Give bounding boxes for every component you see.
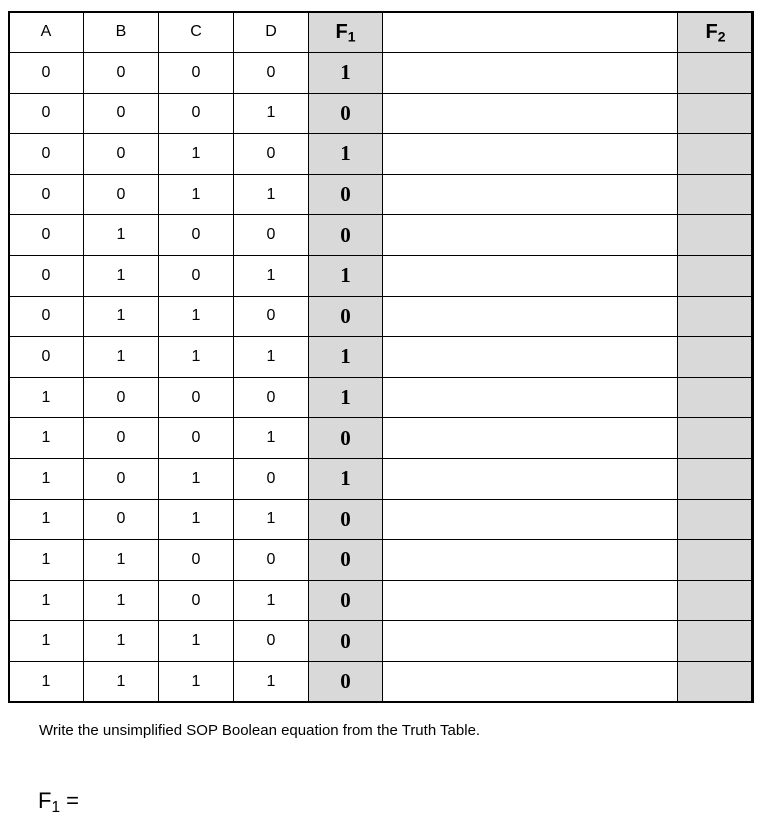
cell-d: 0 xyxy=(234,540,309,581)
table-row xyxy=(9,174,754,215)
cell-a: 0 xyxy=(9,134,84,175)
cell-work-area[interactable] xyxy=(383,174,678,215)
cell-f2[interactable] xyxy=(678,540,754,581)
cell-f2[interactable] xyxy=(678,418,754,459)
header-b: B xyxy=(84,12,159,53)
cell-f1: 1 xyxy=(309,53,383,94)
instruction-text: Write the unsimplified SOP Boolean equation from the Truth Table. xyxy=(39,722,481,739)
cell-d: 0 xyxy=(234,377,309,418)
cell-c: 1 xyxy=(159,296,234,337)
table-row xyxy=(9,499,754,540)
cell-c: 0 xyxy=(159,540,234,581)
cell-c: 0 xyxy=(159,93,234,134)
header-row xyxy=(9,12,754,53)
cell-a: 1 xyxy=(9,458,84,499)
table-row xyxy=(9,621,754,662)
cell-a: 0 xyxy=(9,93,84,134)
cell-f1: 0 xyxy=(309,580,383,621)
truth-table-body xyxy=(9,53,754,703)
cell-b: 0 xyxy=(84,499,159,540)
cell-a: 1 xyxy=(9,621,84,662)
cell-d: 0 xyxy=(234,53,309,94)
header-f2 xyxy=(678,12,754,53)
cell-f1: 1 xyxy=(309,458,383,499)
table-row xyxy=(9,458,754,499)
answer-line[interactable] xyxy=(38,788,79,814)
cell-f2[interactable] xyxy=(678,174,754,215)
table-row xyxy=(9,580,754,621)
cell-work-area[interactable] xyxy=(383,377,678,418)
cell-f2[interactable] xyxy=(678,255,754,296)
truth-table xyxy=(8,11,754,703)
cell-b: 0 xyxy=(84,93,159,134)
cell-a: 0 xyxy=(9,296,84,337)
cell-f2[interactable] xyxy=(678,580,754,621)
cell-f2[interactable] xyxy=(678,53,754,94)
cell-a: 1 xyxy=(9,540,84,581)
cell-b: 1 xyxy=(84,661,159,702)
cell-d: 0 xyxy=(234,458,309,499)
cell-f2[interactable] xyxy=(678,337,754,378)
cell-b: 0 xyxy=(84,418,159,459)
cell-b: 1 xyxy=(84,337,159,378)
table-row xyxy=(9,93,754,134)
cell-a: 0 xyxy=(9,174,84,215)
table-row xyxy=(9,255,754,296)
cell-b: 0 xyxy=(84,53,159,94)
cell-d: 1 xyxy=(234,174,309,215)
cell-d: 0 xyxy=(234,296,309,337)
cell-a: 0 xyxy=(9,215,84,256)
cell-work-area[interactable] xyxy=(383,621,678,662)
header-f1 xyxy=(309,12,383,53)
cell-c: 1 xyxy=(159,621,234,662)
header-f1-subscript: 1 xyxy=(347,28,356,44)
cell-work-area[interactable] xyxy=(383,134,678,175)
cell-f2[interactable] xyxy=(678,93,754,134)
cell-b: 1 xyxy=(84,540,159,581)
cell-a: 0 xyxy=(9,255,84,296)
cell-b: 0 xyxy=(84,458,159,499)
cell-b: 0 xyxy=(84,174,159,215)
cell-work-area[interactable] xyxy=(383,499,678,540)
header-f2-letter: F xyxy=(705,20,718,43)
header-work-area xyxy=(383,12,678,53)
cell-b: 1 xyxy=(84,580,159,621)
cell-c: 0 xyxy=(159,580,234,621)
answer-equals: = xyxy=(60,788,79,813)
table-row xyxy=(9,134,754,175)
cell-a: 1 xyxy=(9,418,84,459)
cell-d: 0 xyxy=(234,621,309,662)
cell-work-area[interactable] xyxy=(383,418,678,459)
cell-f2[interactable] xyxy=(678,296,754,337)
cell-d: 1 xyxy=(234,93,309,134)
cell-b: 1 xyxy=(84,296,159,337)
header-f1-letter: F xyxy=(335,20,348,43)
cell-a: 0 xyxy=(9,53,84,94)
cell-a: 1 xyxy=(9,499,84,540)
cell-c: 0 xyxy=(159,418,234,459)
header-a: A xyxy=(9,12,84,53)
cell-work-area[interactable] xyxy=(383,580,678,621)
cell-c: 1 xyxy=(159,661,234,702)
cell-c: 1 xyxy=(159,499,234,540)
cell-work-area[interactable] xyxy=(383,540,678,581)
header-d: D xyxy=(234,12,309,53)
cell-a: 1 xyxy=(9,661,84,702)
cell-f1: 1 xyxy=(309,337,383,378)
cell-f1: 0 xyxy=(309,174,383,215)
cell-f1: 0 xyxy=(309,499,383,540)
cell-f2[interactable] xyxy=(678,134,754,175)
table-row xyxy=(9,53,754,94)
table-row xyxy=(9,661,754,702)
table-row xyxy=(9,540,754,581)
cell-c: 0 xyxy=(159,53,234,94)
cell-f1: 0 xyxy=(309,296,383,337)
cell-work-area[interactable] xyxy=(383,458,678,499)
cell-d: 1 xyxy=(234,418,309,459)
cell-f1: 0 xyxy=(309,661,383,702)
cell-f2[interactable] xyxy=(678,499,754,540)
cell-f2[interactable] xyxy=(678,377,754,418)
cell-b: 1 xyxy=(84,215,159,256)
cell-f1: 1 xyxy=(309,134,383,175)
cell-d: 1 xyxy=(234,499,309,540)
cell-d: 1 xyxy=(234,255,309,296)
cell-c: 1 xyxy=(159,134,234,175)
cell-c: 1 xyxy=(159,337,234,378)
table-row xyxy=(9,337,754,378)
cell-work-area[interactable] xyxy=(383,337,678,378)
cell-c: 1 xyxy=(159,458,234,499)
cell-d: 0 xyxy=(234,134,309,175)
cell-d: 1 xyxy=(234,337,309,378)
header-c: C xyxy=(159,12,234,53)
table-row xyxy=(9,377,754,418)
cell-f1: 0 xyxy=(309,93,383,134)
cell-c: 0 xyxy=(159,377,234,418)
cell-d: 1 xyxy=(234,661,309,702)
cell-f1: 0 xyxy=(309,215,383,256)
cell-b: 0 xyxy=(84,377,159,418)
cell-a: 1 xyxy=(9,377,84,418)
table-row xyxy=(9,418,754,459)
cell-f2[interactable] xyxy=(678,661,754,702)
cell-c: 0 xyxy=(159,215,234,256)
cell-f2[interactable] xyxy=(678,621,754,662)
cell-work-area[interactable] xyxy=(383,255,678,296)
table-row xyxy=(9,215,754,256)
header-f2-subscript: 2 xyxy=(717,28,726,44)
cell-b: 0 xyxy=(84,134,159,175)
cell-c: 0 xyxy=(159,255,234,296)
cell-work-area[interactable] xyxy=(383,93,678,134)
cell-f1: 0 xyxy=(309,621,383,662)
cell-f2[interactable] xyxy=(678,215,754,256)
cell-work-area[interactable] xyxy=(383,296,678,337)
cell-b: 1 xyxy=(84,621,159,662)
cell-f1: 0 xyxy=(309,540,383,581)
cell-f1: 0 xyxy=(309,418,383,459)
cell-f2[interactable] xyxy=(678,458,754,499)
answer-letter: F xyxy=(38,788,52,813)
cell-work-area[interactable] xyxy=(383,661,678,702)
answer-subscript: 1 xyxy=(51,798,61,816)
cell-d: 0 xyxy=(234,215,309,256)
table-row xyxy=(9,296,754,337)
cell-f1: 1 xyxy=(309,377,383,418)
cell-work-area[interactable] xyxy=(383,215,678,256)
cell-work-area[interactable] xyxy=(383,53,678,94)
cell-a: 1 xyxy=(9,580,84,621)
cell-f1: 1 xyxy=(309,255,383,296)
cell-a: 0 xyxy=(9,337,84,378)
cell-d: 1 xyxy=(234,580,309,621)
cell-c: 1 xyxy=(159,174,234,215)
cell-b: 1 xyxy=(84,255,159,296)
